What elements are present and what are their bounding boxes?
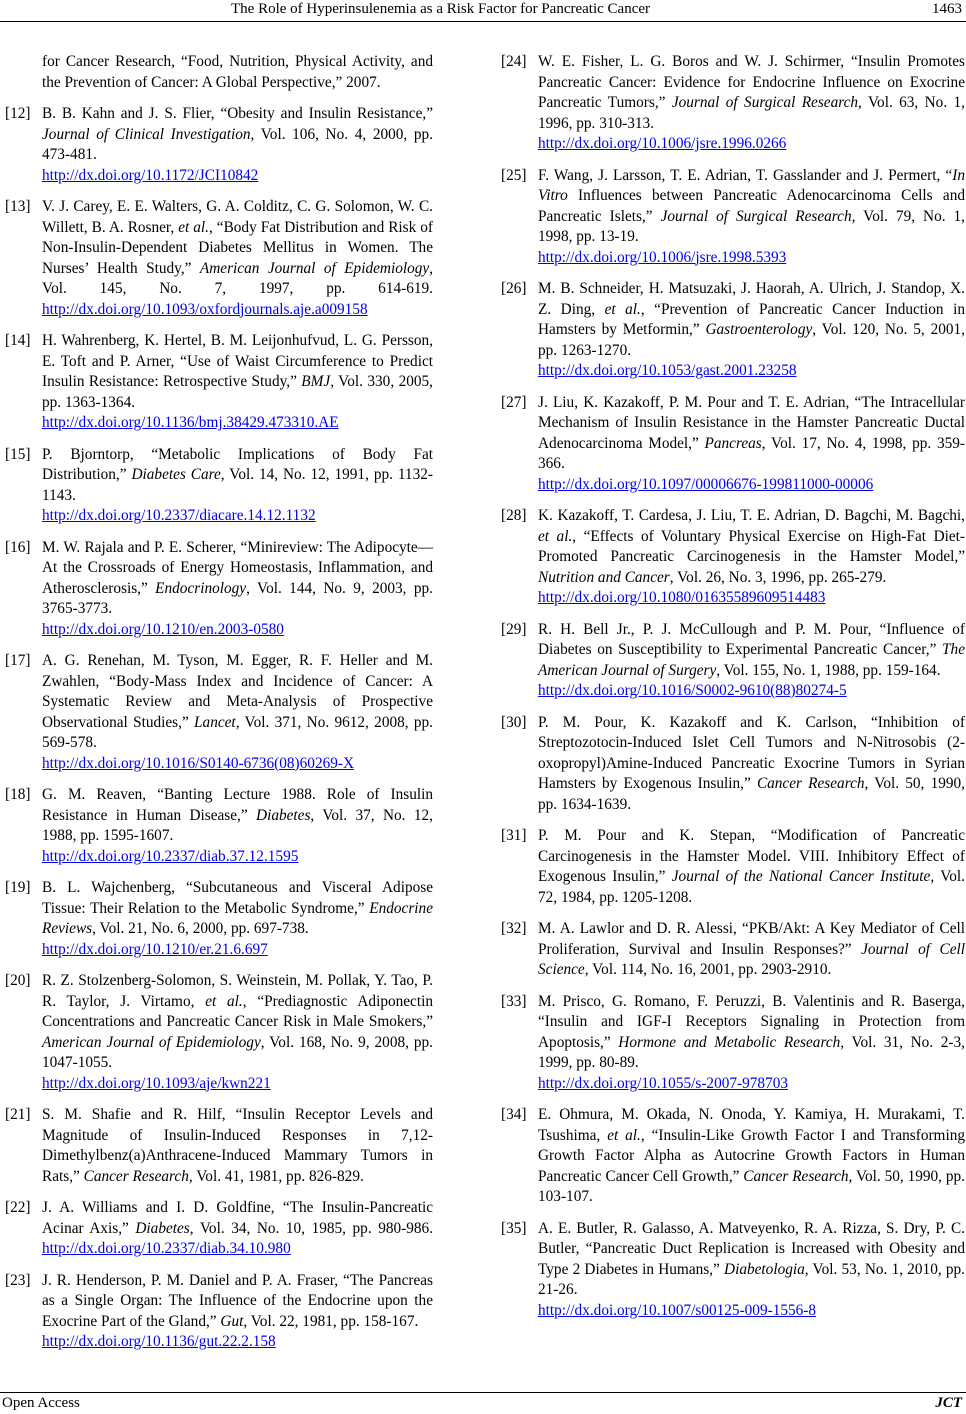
journal-name: Diabetes Care	[131, 466, 221, 483]
reference-details: , Vol. 168, No. 9, 2008, pp. 1047-1055.	[42, 1033, 434, 1071]
reference-number: [14]	[5, 332, 31, 349]
reference-19	[5, 878, 433, 960]
reference-details: , Vol. 41, 1981, pp. 826-829.	[188, 1167, 364, 1185]
doi-link[interactable]: http://dx.doi.org/10.1055/s-2007-978703	[538, 1074, 788, 1092]
doi-link[interactable]: http://dx.doi.org/10.1016/S0140-6736(08)60269-X	[42, 754, 355, 772]
journal-name: Diabetes	[135, 1219, 190, 1237]
journal-name: Journal of Surgical Research	[671, 94, 859, 111]
reference-15	[5, 445, 433, 527]
reference-text: F. Wang, J. Larsson, T. E. Adrian, T. Gasslander and J. Permert, “	[538, 166, 953, 184]
reference-details: , Vol. 50, 1990, pp. 1634-1639.	[538, 775, 965, 813]
reference-text: M. Prisco, G. Romano, F. Peruzzi, B. Valentinis and R. Baserga, “Insulin and IGF-I Receptors Signaling in Protection from Apoptosis,”	[538, 992, 965, 1051]
doi-link[interactable]: http://dx.doi.org/10.1007/s00125-009-1556-8	[538, 1301, 817, 1319]
reference-22	[5, 1198, 433, 1260]
reference-text: B. L. Wajchenberg, “Subcutaneous and Visceral Adipose Tissue: Their Relation to the Metabolic Syndrome,”	[42, 879, 433, 917]
reference-number: [17]	[5, 652, 31, 669]
reference-31	[501, 826, 965, 908]
reference-number: [19]	[5, 879, 31, 896]
journal-name: BMJ	[301, 373, 331, 390]
reference-text: R. Z. Stolzenberg-Solomon, S. Weinstein, M. Pollak, Y. Tao, P. R. Taylor, J. Virtamo,	[42, 972, 433, 1010]
reference-23	[5, 1271, 433, 1353]
reference-details: , Vol. 155, No. 1, 1988, pp. 159-164.	[716, 661, 941, 679]
journal-name: Journal of Clinical Investigation	[42, 125, 251, 143]
reference-details: , Vol. 17, No. 4, 1998, pp. 359-366.	[538, 434, 965, 472]
doi-link[interactable]: http://dx.doi.org/10.1093/aje/kwn221	[42, 1074, 271, 1092]
doi-link[interactable]: http://dx.doi.org/10.1006/jsre.1998.5393	[538, 248, 787, 266]
reference-30	[501, 713, 965, 816]
reference-number: [29]	[501, 620, 527, 638]
reference-text: W. E. Fisher, L. G. Boros and W. J. Schirmer, “Insulin Promotes Pancreatic Cancer: Evidence for Endocrine Influence on Exocrine Pancreatic Tumors,”	[538, 53, 965, 111]
journal-name: Cancer Research	[756, 775, 865, 792]
page-footer	[0, 1393, 966, 1414]
reference-details: , Vol. 371, No. 9612, 2008, pp. 569-578.	[42, 713, 433, 751]
journal-name: American Journal of Epidemiology	[199, 259, 430, 277]
doi-link[interactable]: http://dx.doi.org/10.1093/oxfordjournals.aje.a009158	[42, 300, 368, 318]
journal-name: Lancet	[194, 713, 236, 731]
reference-text: S. M. Shafie and R. Hilf, “Insulin Receptor Levels and Magnitude of Insulin-Induced Responses in 7,12-Dimethylbenz(a)Anthracene-Induced Mammary Tumors in Rats,”	[42, 1106, 433, 1185]
reference-details: , Vol. 21, No. 6, 2000, pp. 697-738.	[92, 920, 309, 937]
reference-number: [31]	[501, 827, 527, 844]
reference-text: J. A. Williams and I. D. Goldfine, “The Insulin-Pancreatic Acinar Axis,”	[42, 1199, 433, 1237]
reference-text: B. B. Kahn and J. S. Flier, “Obesity and Insulin Resistance,”	[42, 105, 433, 122]
reference-12	[5, 104, 433, 186]
reference-35	[501, 1219, 965, 1322]
doi-link[interactable]: http://dx.doi.org/10.1080/01635589609514483	[538, 589, 826, 606]
reference-title: , “Prediagnostic Adiponectin Concentrations and Pancreatic Cancer Risk in Male Smokers,”	[42, 992, 433, 1030]
reference-33	[501, 992, 965, 1095]
doi-link[interactable]: http://dx.doi.org/10.2337/diacare.14.12.1132	[42, 507, 316, 524]
reference-29	[501, 620, 965, 702]
doi-link[interactable]: http://dx.doi.org/10.1172/JCI10842	[42, 166, 259, 184]
doi-link[interactable]: http://dx.doi.org/10.1136/bmj.38429.473310.AE	[42, 414, 339, 431]
reference-text: J. R. Henderson, P. M. Daniel and P. A. Fraser, “The Pancreas as a Single Organ: The Influence of the Endocrine upon the Exocrine Part of the Gland,”	[42, 1271, 433, 1330]
reference-26	[501, 279, 965, 382]
reference-column-left	[5, 52, 433, 1364]
reference-13	[5, 197, 433, 320]
in-vitro-italic: In Vitro	[538, 166, 965, 204]
reference-18	[5, 785, 433, 867]
page-number: 1463	[932, 1, 962, 17]
reference-details: , Vol. 26, No. 3, 1996, pp. 265-279.	[669, 568, 887, 586]
open-access-label: Open Access	[2, 1395, 80, 1411]
reference-details: , Vol. 37, No. 12, 1988, pp. 1595-1607.	[42, 806, 433, 844]
reference-28	[501, 506, 965, 609]
reference-text: G. M. Reaven, “Banting Lecture 1988. Role of Insulin Resistance in Human Disease,”	[42, 786, 433, 824]
reference-title: , “Body Fat Distribution and Risk of Non-Insulin-Dependent Diabetes Mellitus in Women. The Nurses’ Health Study,”	[42, 218, 433, 277]
reference-number: [16]	[5, 538, 31, 556]
journal-name: Journal of the National Cancer Institute	[671, 868, 931, 885]
reference-24	[501, 52, 965, 155]
reference-details: , Vol. 53, No. 1, 2010, pp. 21-26.	[538, 1260, 965, 1298]
reference-details: , Vol. 14, No. 12, 1991, pp. 1132-1143.	[42, 466, 433, 504]
reference-details: , Vol. 330, 2005, pp. 1363-1364.	[42, 373, 433, 411]
reference-details: , Vol. 106, No. 4, 2000, pp. 473-481.	[42, 125, 433, 163]
reference-text: A. E. Butler, R. Galasso, A. Matveyenko, R. A. Rizza, S. Dry, P. C. Butler, “Pancreatic Duct Replication is Increased with Obesity and Type 2 Diabetes in Humans,”	[538, 1219, 965, 1278]
reference-number: [26]	[501, 280, 527, 297]
reference-details: , Vol. 63, No. 1, 1996, pp. 310-313.	[538, 94, 965, 132]
reference-14	[5, 331, 433, 434]
reference-text: P. M. Pour, K. Kazakoff and K. Carlson, “Inhibition of Streptozotocin-Induced Islet Cell Tumors and N-Nitrosobis (2-oxopropyl)Amine-Induced Pancreatic Exocrine Tumors in Syrian Hamsters by Exogenous Insulin,”	[538, 713, 965, 792]
reference-title: , “Prevention of Pancreatic Cancer Induction in Hamsters by Metformin,”	[538, 300, 965, 338]
journal-name: Cancer Research	[743, 1167, 849, 1185]
reference-21	[5, 1105, 433, 1187]
reference-text: M. A. Lawlor and D. R. Alessi, “PKB/Akt: A Key Mediator of Cell Proliferation, Survival and Insulin Responses?”	[538, 920, 965, 958]
reference-details: , Vol. 31, No. 2-3, 1999, pp. 80-89.	[538, 1033, 965, 1071]
reference-17	[5, 651, 433, 774]
reference-details: , Vol. 50, 1990, pp. 103-107.	[538, 1167, 965, 1205]
reference-number: [18]	[5, 786, 31, 803]
running-header	[0, 0, 966, 22]
reference-number: [35]	[501, 1219, 527, 1237]
doi-link[interactable]: http://dx.doi.org/10.2337/diab.34.10.980	[42, 1240, 291, 1257]
journal-name: Nutrition and Cancer	[538, 568, 670, 586]
reference-text: E. Ohmura, M. Okada, N. Onoda, Y. Kamiya, H. Murakami, T. Tsushima,	[538, 1106, 965, 1144]
et-al: et al.	[538, 527, 573, 545]
reference-16	[5, 538, 433, 641]
reference-number: [34]	[501, 1106, 527, 1123]
reference-number: [21]	[5, 1106, 31, 1123]
reference-number: [27]	[501, 393, 527, 411]
reference-details: , Vol. 120, No. 5, 2001, pp. 1263-1270.	[538, 321, 965, 359]
reference-text: P. M. Pour and K. Stepan, “Modification of Pancreatic Carcinogenesis in the Hamster Model. VIII. Inhibitory Effect of Exogenous Insulin,”	[538, 827, 965, 885]
reference-text: R. H. Bell Jr., P. J. McCullough and P. M. Pour, “Influence of Diabetes on Susceptibility to Experimental Pancreatic Cancer,”	[538, 620, 965, 658]
reference-text: H. Wahrenberg, K. Hertel, B. M. Leijonhufvud, L. G. Persson, E. Toft and P. Arner, “Use of Waist Circumference to Predict Insulin Resistance: Retrospective Study,”	[42, 332, 433, 390]
reference-32	[501, 919, 965, 981]
reference-details: , Vol. 22, 1981, pp. 158-167.	[243, 1312, 419, 1330]
reference-text: V. J. Carey, E. E. Walters, G. A. Colditz, C. G. Solomon, W. C. Willett, B. A. Rosner,	[42, 198, 433, 236]
reference-text: M. W. Rajala and P. E. Scherer, “Minireview: The Adipocyte—At the Crossroads of Energy Homeostasis, Inflammation, and Atherosclerosis,”	[42, 538, 433, 597]
journal-name: Diabetologia	[724, 1260, 805, 1278]
reference-25	[501, 166, 965, 269]
doi-link[interactable]: http://dx.doi.org/10.1006/jsre.1996.0266	[538, 135, 787, 152]
reference-title: , “Insulin-Like Growth Factor I and Transforming Growth Factor Alpha as Autocrine Growth Factors in Human Pancreatic Cancer Cell Growth,”	[538, 1126, 966, 1185]
reference-number: [25]	[501, 166, 527, 184]
journal-name: Journal of Surgical Research	[660, 207, 852, 225]
doi-link[interactable]: http://dx.doi.org/10.1210/er.21.6.697	[42, 940, 268, 958]
reference-continuation: for Cancer Research, “Food, Nutrition, Physical Activity, and the Prevention of Cancer: A Global Perspective,” 2007.	[42, 53, 433, 91]
reference-number: [13]	[5, 198, 31, 215]
doi-link[interactable]: http://dx.doi.org/10.1136/gut.22.2.158	[42, 1333, 276, 1350]
doi-link[interactable]: http://dx.doi.org/10.1210/en.2003-0580	[42, 620, 284, 638]
journal-name: Journal of Cell Science	[538, 940, 965, 978]
journal-name: Gastroenterology	[705, 321, 813, 338]
journal-name: Hormone and Metabolic Research	[618, 1033, 841, 1051]
journal-name: Diabetes	[256, 806, 311, 824]
reference-details: , Vol. 145, No. 7, 1997, pp. 614-619.	[42, 259, 434, 297]
journal-abbreviation: JCT	[935, 1395, 962, 1411]
reference-number: [20]	[5, 972, 31, 989]
reference-title: , “Effects of Voluntary Physical Exercise on High-Fat Diet-Promoted Pancreatic Carcinogenesis in the Hamster Model,”	[538, 527, 965, 565]
journal-name: Endocrinology	[155, 579, 247, 597]
reference-details: , Vol. 34, No. 10, 1985, pp. 980-986.	[189, 1219, 433, 1237]
reference-number: [12]	[5, 105, 31, 122]
doi-link[interactable]: http://dx.doi.org/10.1016/S0002-9610(88)80274-5	[538, 682, 847, 699]
reference-details: , Vol. 144, No. 9, 2003, pp. 3765-3773.	[42, 579, 433, 617]
reference-number: [23]	[5, 1271, 31, 1289]
journal-name: Cancer Research	[83, 1167, 189, 1185]
journal-name: Gut	[220, 1312, 244, 1330]
reference-number: [32]	[501, 920, 527, 937]
doi-link[interactable]: http://dx.doi.org/10.2337/diab.37.12.1595	[42, 847, 299, 865]
journal-name: Pancreas	[704, 434, 762, 452]
reference-27	[501, 393, 965, 496]
journal-name: The American Journal of Surgery	[538, 641, 965, 679]
journal-name: Endocrine Reviews	[42, 899, 433, 937]
running-title: The Role of Hyperinsulenemia as a Risk Factor for Pancreatic Cancer	[231, 1, 651, 17]
reference-text: M. B. Schneider, H. Matsuzaki, J. Haorah, A. Ulrich, J. Standop, X. Z. Ding,	[538, 280, 965, 318]
reference-number: [15]	[5, 445, 31, 463]
et-al: et al.	[205, 992, 243, 1010]
reference-details: , Vol. 114, No. 16, 2001, pp. 2903-2910.	[584, 961, 832, 978]
et-al: et al.	[604, 300, 641, 318]
reference-details: , Vol. 72, 1984, pp. 1205-1208.	[538, 868, 966, 906]
reference-details: , Vol. 79, No. 1, 1998, pp. 13-19.	[538, 207, 965, 245]
reference-title: Influences between Pancreatic Adenocarcinoma Cells and Pancreatic Islets,”	[538, 187, 965, 225]
reference-text: J. Liu, K. Kazakoff, P. M. Pour and T. E. Adrian, “The Intracellular Mechanism of Insulin Resistance in the Hamster Pancreatic Ductal Adenocarcinoma Model,”	[538, 393, 965, 452]
doi-link[interactable]: http://dx.doi.org/10.1097/00006676-199811000-00006	[538, 475, 874, 493]
reference-number: [24]	[501, 53, 527, 70]
reference-number: [33]	[501, 992, 527, 1010]
header-rule	[0, 21, 966, 22]
doi-link[interactable]: http://dx.doi.org/10.1053/gast.2001.23258	[538, 362, 797, 379]
et-al: et al.	[178, 218, 209, 236]
journal-name: American Journal of Epidemiology	[42, 1033, 261, 1051]
reference-text: K. Kazakoff, T. Cardesa, J. Liu, T. E. Adrian, D. Bagchi, M. Bagchi,	[538, 507, 965, 524]
et-al: et al.	[607, 1126, 641, 1144]
reference-number: [22]	[5, 1199, 31, 1216]
reference-number: [30]	[501, 713, 527, 731]
reference-text: A. G. Renehan, M. Tyson, M. Egger, R. F. Heller and M. Zwahlen, “Body-Mass Index and Incidence of Cancer: A Systematic Review and Meta-Analysis of Prospective Observational Studies,”	[42, 652, 433, 731]
reference-number: [28]	[501, 507, 527, 524]
reference-column-right	[501, 52, 965, 1332]
reference-20	[5, 971, 433, 1094]
reference-text: P. Bjorntorp, “Metabolic Implications of Body Fat Distribution,”	[42, 445, 433, 483]
reference-34	[501, 1105, 965, 1208]
